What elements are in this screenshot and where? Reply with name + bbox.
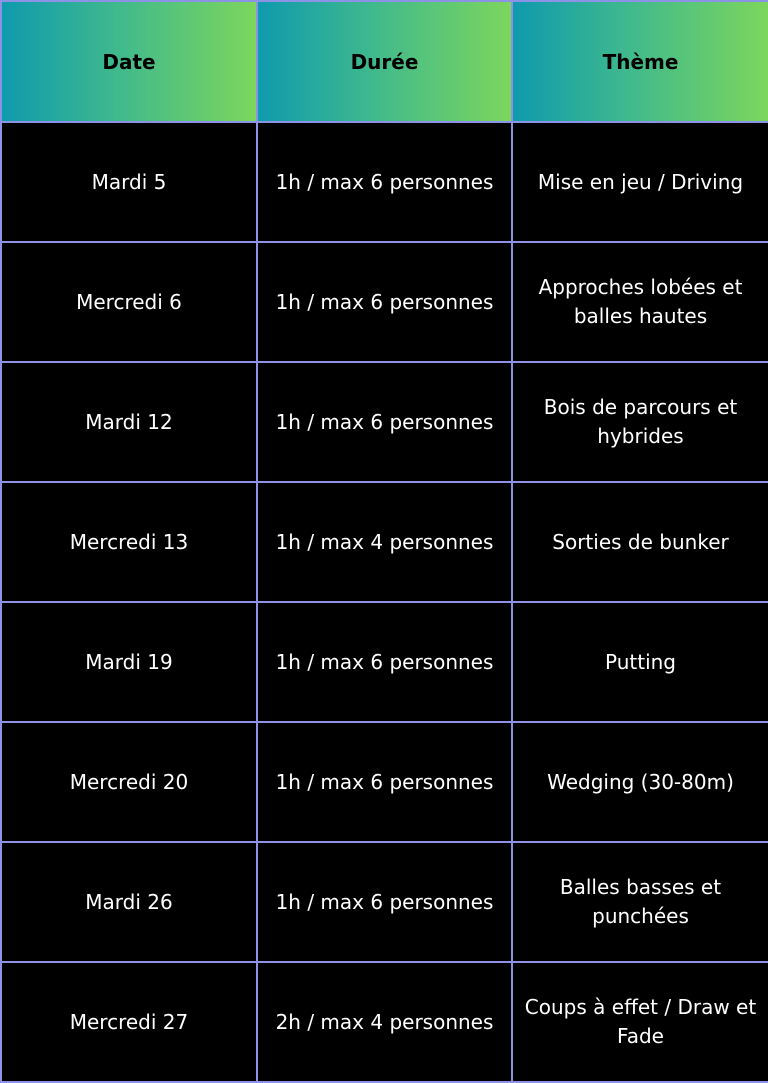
table-row <box>1 122 768 242</box>
cell-duration: 2h / max 4 personnes <box>257 962 512 1082</box>
table-row <box>1 362 768 482</box>
cell-duration: 1h / max 6 personnes <box>257 362 512 482</box>
table-header <box>1 1 768 122</box>
header-theme: Thème <box>512 1 768 122</box>
cell-theme: Putting <box>512 602 768 722</box>
cell-theme: Mise en jeu / Driving <box>512 122 768 242</box>
cell-date: Mercredi 27 <box>1 962 257 1082</box>
cell-theme: Approches lobées et balles hautes <box>512 242 768 362</box>
cell-theme: Sorties de bunker <box>512 482 768 602</box>
cell-date: Mercredi 13 <box>1 482 257 602</box>
header-row <box>1 1 768 122</box>
cell-date: Mardi 12 <box>1 362 257 482</box>
cell-date: Mardi 26 <box>1 842 257 962</box>
cell-duration: 1h / max 6 personnes <box>257 122 512 242</box>
cell-theme: Wedging (30-80m) <box>512 722 768 842</box>
table-row <box>1 482 768 602</box>
table-row <box>1 242 768 362</box>
cell-duration: 1h / max 6 personnes <box>257 842 512 962</box>
cell-date: Mardi 19 <box>1 602 257 722</box>
cell-duration: 1h / max 4 personnes <box>257 482 512 602</box>
cell-theme: Coups à effet / Draw et Fade <box>512 962 768 1082</box>
table-row <box>1 722 768 842</box>
cell-theme: Balles basses et punchées <box>512 842 768 962</box>
cell-theme: Bois de parcours et hybrides <box>512 362 768 482</box>
table-body <box>1 122 768 1082</box>
cell-duration: 1h / max 6 personnes <box>257 722 512 842</box>
cell-duration: 1h / max 6 personnes <box>257 242 512 362</box>
table-row <box>1 962 768 1082</box>
cell-date: Mercredi 6 <box>1 242 257 362</box>
header-date: Date <box>1 1 257 122</box>
table-row <box>1 842 768 962</box>
cell-date: Mercredi 20 <box>1 722 257 842</box>
header-duration: Durée <box>257 1 512 122</box>
cell-duration: 1h / max 6 personnes <box>257 602 512 722</box>
cell-date: Mardi 5 <box>1 122 257 242</box>
table-row <box>1 602 768 722</box>
